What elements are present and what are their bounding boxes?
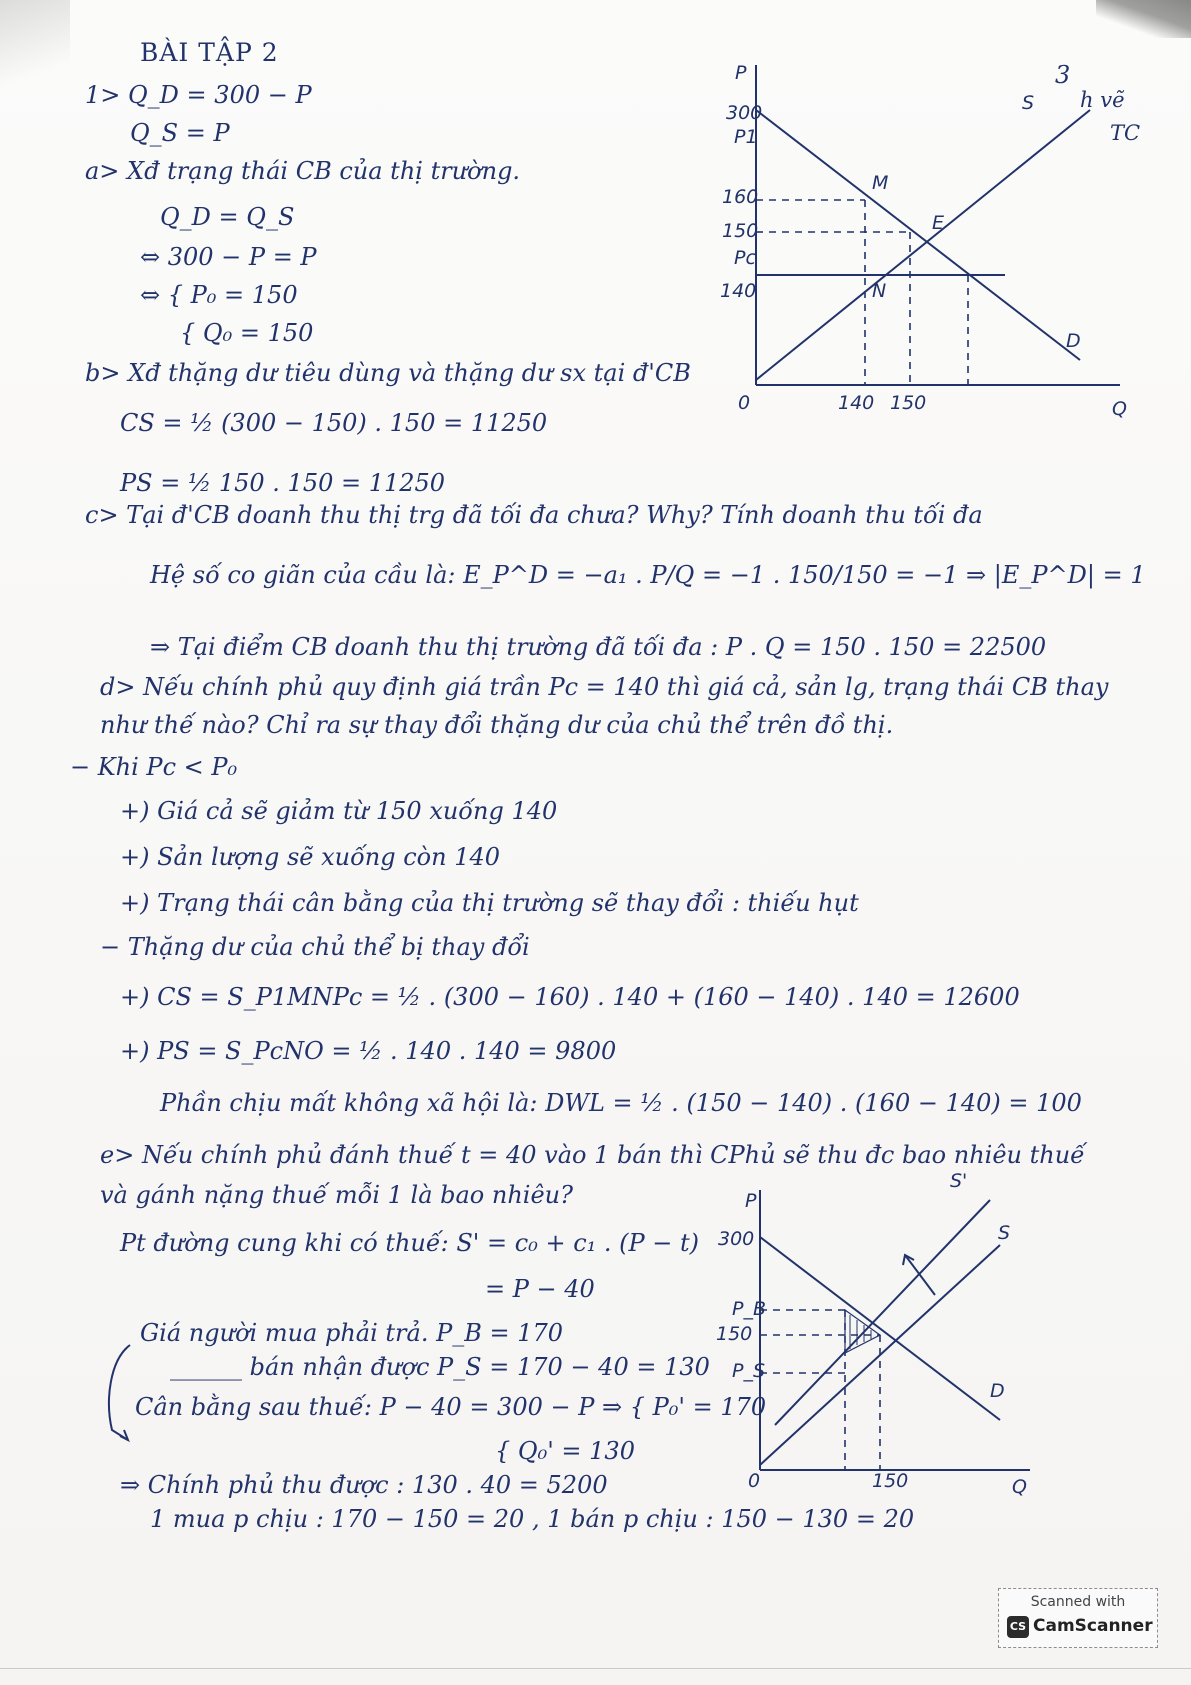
- graph1-p-label: P: [735, 62, 747, 84]
- margin-note-draw: h vẽ: [1080, 88, 1125, 112]
- quantity-change: +) Sản lượng sẽ xuống còn 140: [120, 843, 501, 871]
- question-c: c> Tại đ'CB doanh thu thị trg đã tối đa chưa? Why? Tính doanh thu tối đa: [85, 501, 983, 529]
- graph2-taxed-supply-curve: [775, 1200, 990, 1425]
- question-e-cont: và gánh nặng thuế mỗi 1 là bao nhiêu?: [100, 1181, 574, 1209]
- graph1-point-n: N: [872, 280, 887, 302]
- graph2-q-label: Q: [1012, 1476, 1027, 1498]
- brace-arrow: [100, 1340, 140, 1450]
- question-a: a> Xđ trạng thái CB của thị trường.: [85, 157, 521, 185]
- question-d-cont: như thế nào? Chỉ ra sự thay đổi thặng dư của chủ thể trên đồ thị.: [100, 711, 894, 739]
- market-state: +) Trạng thái cân bằng của thị trường sẽ thay đổi : thiếu hụt: [120, 889, 859, 917]
- graph-price-ceiling: [700, 60, 1150, 430]
- graph2-yPB: P_B: [732, 1298, 766, 1320]
- margin-note-number: 3: [1055, 61, 1071, 89]
- tax-burden: 1 mua p chịu : 170 − 150 = 20 , 1 bán p chịu : 150 − 130 = 20: [150, 1505, 915, 1533]
- graph2-yPS: P_S: [732, 1360, 766, 1382]
- graph2-y150: 150: [716, 1323, 753, 1345]
- post-tax-equilibrium: Cân bằng sau thuế: P − 40 = 300 − P ⇒ { P₀' = 170: [135, 1393, 767, 1421]
- equilibrium-quantity: { Q₀ = 150: [180, 319, 314, 347]
- taxed-supply-equation: Pt đường cung khi có thuế: S' = c₀ + c₁ . (P − t): [120, 1229, 700, 1257]
- margin-note-tc: TC: [1110, 121, 1141, 145]
- graph1-point-e: E: [932, 212, 945, 234]
- seller-price: ______ bán nhận được P_S = 170 − 40 = 130: [170, 1353, 710, 1381]
- graph1-supply-curve: [756, 110, 1090, 380]
- page-edge-shadow: [0, 0, 70, 100]
- graph2-p-label: P: [745, 1190, 757, 1212]
- graph2-y300: 300: [718, 1228, 755, 1250]
- question-e: e> Nếu chính phủ đánh thuế t = 40 vào 1 bán thì CPhủ sẽ thu đc bao nhiêu thuế: [100, 1141, 1085, 1169]
- taxed-supply-simplified: = P − 40: [485, 1275, 595, 1303]
- graph1-demand-label: D: [1066, 330, 1081, 352]
- elasticity: Hệ số co giãn của cầu là: E_P^D = −a₁ . P/Q = −1 . 150/150 = −1 ⇒ |E_P^D| = 1: [150, 561, 1146, 589]
- graph1-y300: 300: [726, 102, 763, 124]
- page-bottom-edge: [0, 1668, 1191, 1669]
- deadweight-loss: Phần chịu mất không xã hội là: DWL = ½ . (150 − 140) . (160 − 140) = 100: [160, 1089, 1082, 1117]
- camscanner-text: CamScanner: [1033, 1616, 1153, 1636]
- producer-surplus: PS = ½ 150 . 150 = 11250: [120, 469, 446, 497]
- graph1-supply-label: S: [1022, 92, 1035, 114]
- graph2-taxed-supply-label: S': [950, 1170, 968, 1192]
- exercise-title: BÀI TẬP 2: [140, 38, 279, 67]
- scanned-with-text: Scanned with: [1030, 1594, 1126, 1610]
- new-producer-surplus: +) PS = S_PcNO = ½ . 140 . 140 = 9800: [120, 1037, 617, 1065]
- new-consumer-surplus: +) CS = S_P1MNPc = ½ . (300 − 160) . 140 + (160 − 140) . 140 = 12600: [120, 983, 1020, 1011]
- tax-revenue: ⇒ Chính phủ thu được : 130 . 40 = 5200: [120, 1471, 608, 1499]
- graph2-x150: 150: [872, 1470, 909, 1492]
- graph2-supply-label: S: [998, 1222, 1011, 1244]
- graph1-point-m: M: [872, 172, 889, 194]
- graph1-y160: 160: [722, 186, 759, 208]
- graph2-demand-label: D: [990, 1380, 1005, 1402]
- ceiling-case: − Khi Pc < P₀: [70, 753, 238, 781]
- question-b: b> Xđ thặng dư tiêu dùng và thặng dư sx tại đ'CB: [85, 359, 691, 387]
- buyer-price: Giá người mua phải trả. P_B = 170: [140, 1319, 564, 1347]
- graph1-demand-curve: [756, 110, 1080, 360]
- max-revenue: ⇒ Tại điểm CB doanh thu thị trường đã tối đa : P . Q = 150 . 150 = 22500: [150, 633, 1047, 661]
- page-corner-shadow: [1096, 0, 1191, 38]
- camscanner-watermark: [998, 1588, 1158, 1648]
- graph1-yP1: P1: [734, 126, 758, 148]
- graph1-q-label: Q: [1112, 398, 1127, 420]
- graph1-y140: 140: [720, 280, 757, 302]
- consumer-surplus: CS = ½ (300 − 150) . 150 = 11250: [120, 409, 548, 437]
- supply-equation: Q_S = P: [130, 119, 230, 147]
- graph1-x150: 150: [890, 392, 927, 414]
- camscanner-logo-icon: CS: [1007, 1616, 1029, 1638]
- price-change: +) Giá cả sẽ giảm từ 150 xuống 140: [120, 797, 558, 825]
- equilibrium-price: ⇔ { P₀ = 150: [140, 281, 298, 309]
- equilibrium-step: ⇔ 300 − P = P: [140, 243, 317, 271]
- equilibrium-condition: Q_D = Q_S: [160, 203, 295, 231]
- surplus-change: − Thặng dư của chủ thể bị thay đổi: [100, 933, 530, 961]
- question-d: d> Nếu chính phủ quy định giá trần Pc = 140 thì giá cả, sản lg, trạng thái CB thay: [100, 673, 1109, 701]
- demand-equation: 1> Q_D = 300 − P: [85, 81, 312, 109]
- graph1-y150: 150: [722, 220, 759, 242]
- graph2-origin: 0: [748, 1470, 761, 1492]
- graph1-yPc: Pc: [734, 247, 756, 269]
- graph1-origin: 0: [738, 392, 751, 414]
- post-tax-quantity: { Q₀' = 130: [495, 1437, 635, 1465]
- graph1-x140: 140: [838, 392, 875, 414]
